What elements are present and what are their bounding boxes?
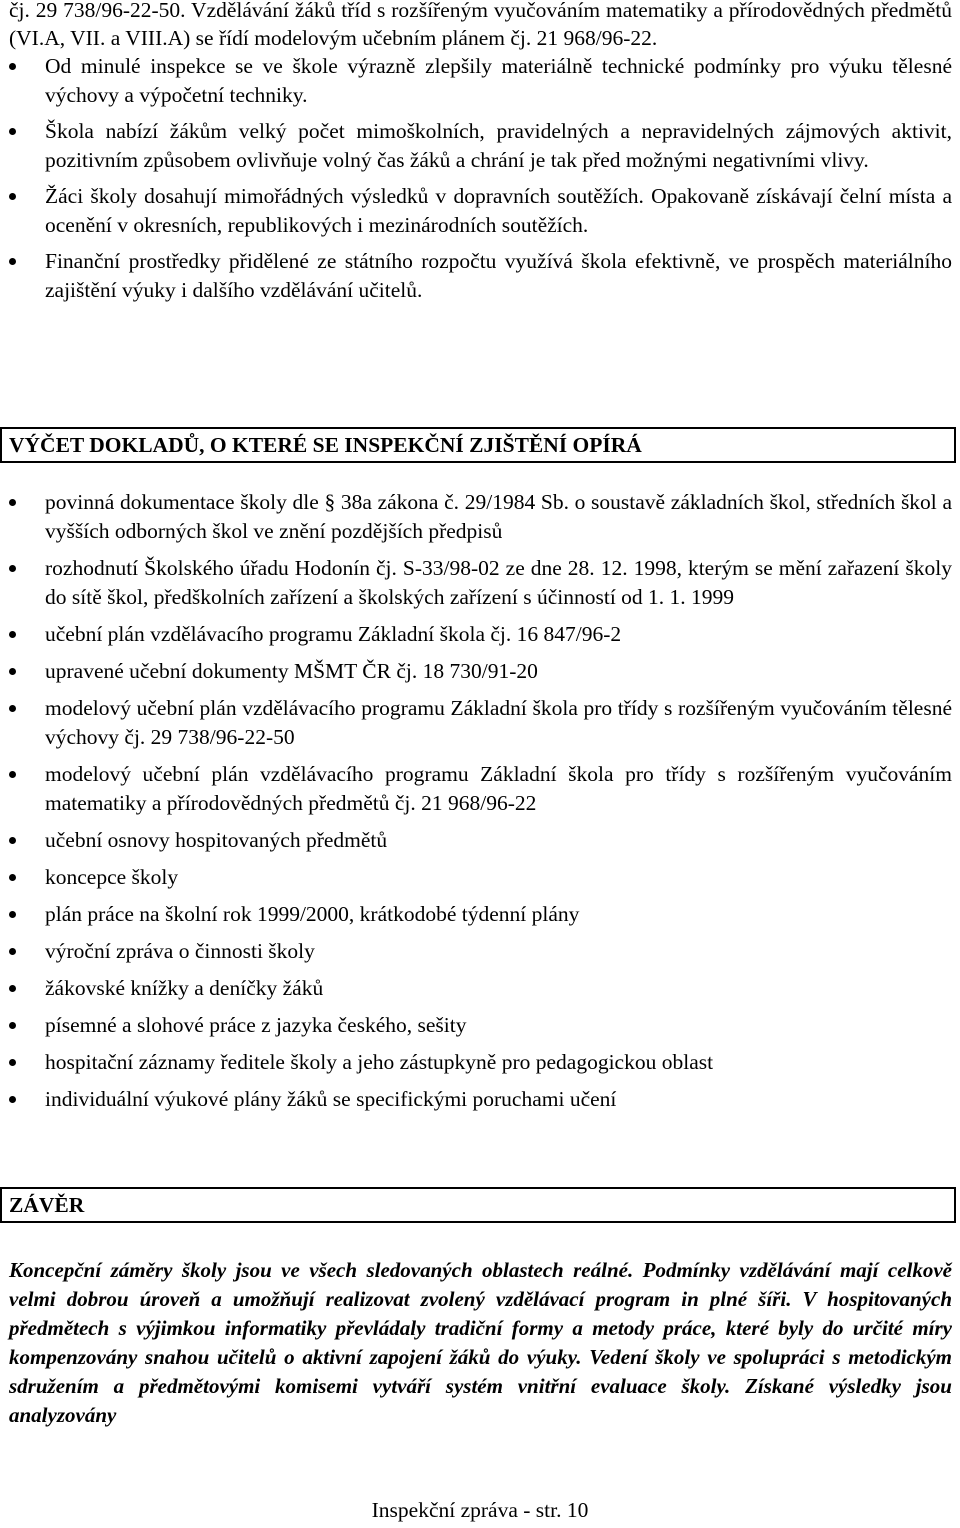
bullet-icon [9,771,16,778]
list-item-text: písemné a slohové práce z jazyka českého, sešity [45,1013,467,1037]
bullet-icon [9,874,16,881]
list-item [0,1011,952,1040]
evidence-list [0,488,952,1122]
list-item-text: povinná dokumentace školy dle § 38a zákona č. 29/1984 Sb. o soustavě základních škol, středních škol a vyšších odborných škol ve znění pozdějších předpisů [45,490,952,543]
list-item-text: Škola nabízí žákům velký počet mimoškolních, pravidelných a nepravidelných zájmových aktivit, pozitivním způsobem ovlivňuje volný čas žáků a chrání je tak před možnými negativními vlivy. [45,119,952,172]
bullet-icon [9,1022,16,1029]
list-item [0,1085,952,1114]
list-item [0,937,952,966]
continuation-text: čj. 29 738/96-22-50. Vzdělávání žáků tříd s rozšířeným vyučováním matematiky a přírodovědných předmětů (VI.A, VII. a VIII.A) se řídí modelovým učebním plánem čj. 21 968/96-22. [9,0,952,50]
list-item [0,657,952,686]
list-item-text: koncepce školy [45,865,179,889]
list-item-text: upravené učební dokumenty MŠMT ČR čj. 18 730/91-20 [45,659,538,683]
list-item-text: modelový učební plán vzdělávacího programu Základní škola pro třídy s rozšířeným vyučováním matematiky a přírodovědných předmětů čj. 21 968/96-22 [45,762,952,815]
list-item [0,863,952,892]
list-item [0,826,952,855]
list-item-text: žákovské knížky a deníčky žáků [45,976,324,1000]
list-item-text: učební osnovy hospitovaných předmětů [45,828,388,852]
list-item [0,182,952,239]
bullet-icon [9,1096,16,1103]
findings-list [0,52,952,312]
list-item-text: individuální výukové plány žáků se specifickými poruchami učení [45,1087,617,1111]
list-item-text: výroční zpráva o činnosti školy [45,939,315,963]
bullet-icon [9,565,16,572]
conclusion-text: Koncepční záměry školy jsou ve všech sledovaných oblastech reálné. Podmínky vzdělávání mají celkově velmi dobrou úroveň a umožňují realizovat zvolený vzdělávací program in plné šíři. V hospitovaných předmětech s výjimkou informatiky převládaly tradiční formy a metody práce, které byly do určité míry kompenzovány snahou učitelů o aktivní zapojení žáků do výuky. Vedení školy ve spolupráci s metodickým sdružením a předmětovými komisemi vytváří systém vnitřní evaluace školy. Získané výsledky jsou analyzovány [9,1258,952,1427]
bullet-icon [9,128,16,135]
list-item [0,900,952,929]
bullet-icon [9,837,16,844]
list-item [0,694,952,752]
bullet-icon [9,985,16,992]
bullet-icon [9,193,16,200]
bullet-icon [9,668,16,675]
list-item-text: rozhodnutí Školského úřadu Hodonín čj. S-33/98-02 ze dne 28. 12. 1998, kterým se mění zařazení školy do sítě škol, předškolních zařízení a školských zařízení s účinností od 1. 1. 1999 [45,556,952,609]
list-item [0,488,952,546]
list-item-text: učební plán vzdělávacího programu Základní škola čj. 16 847/96-2 [45,622,622,646]
bullet-icon [9,258,16,265]
list-item-text: Žáci školy dosahují mimořádných výsledků v dopravních soutěžích. Opakovaně získávají čelní místa a ocenění v okresních, republikových i mezinárodních soutěžích. [45,184,952,237]
bullet-icon [9,705,16,712]
list-item [0,117,952,174]
list-item-text: modelový učební plán vzdělávacího programu Základní škola pro třídy s rozšířeným vyučováním tělesné výchovy čj. 29 738/96-22-50 [45,696,952,749]
conclusion-heading: ZÁVĚR [0,1187,956,1223]
list-item [0,247,952,304]
list-item-text: Od minulé inspekce se ve škole výrazně zlepšily materiálně technické podmínky pro výuku tělesné výchovy a výpočetní techniky. [45,54,952,107]
bullet-icon [9,63,16,70]
list-item [0,554,952,612]
bullet-icon [9,911,16,918]
list-item [0,620,952,649]
bullet-icon [9,948,16,955]
list-item [0,760,952,818]
list-item [0,1048,952,1077]
bullet-icon [9,499,16,506]
bullet-icon [9,631,16,638]
evidence-heading: VÝČET DOKLADŮ, O KTERÉ SE INSPEKČNÍ ZJIŠTĚNÍ OPÍRÁ [0,427,956,463]
list-item-text: plán práce na školní rok 1999/2000, krátkodobé týdenní plány [45,902,580,926]
list-item [0,974,952,1003]
list-item [0,52,952,109]
list-item-text: hospitační záznamy ředitele školy a jeho zástupkyně pro pedagogickou oblast [45,1050,714,1074]
page-footer: Inspekční zpráva - str. 10 [371,1498,589,1522]
list-item-text: Finanční prostředky přidělené ze státního rozpočtu využívá škola efektivně, ve prospěch materiálního zajištění výuky i dalšího vzdělávání učitelů. [45,249,952,302]
bullet-icon [9,1059,16,1066]
